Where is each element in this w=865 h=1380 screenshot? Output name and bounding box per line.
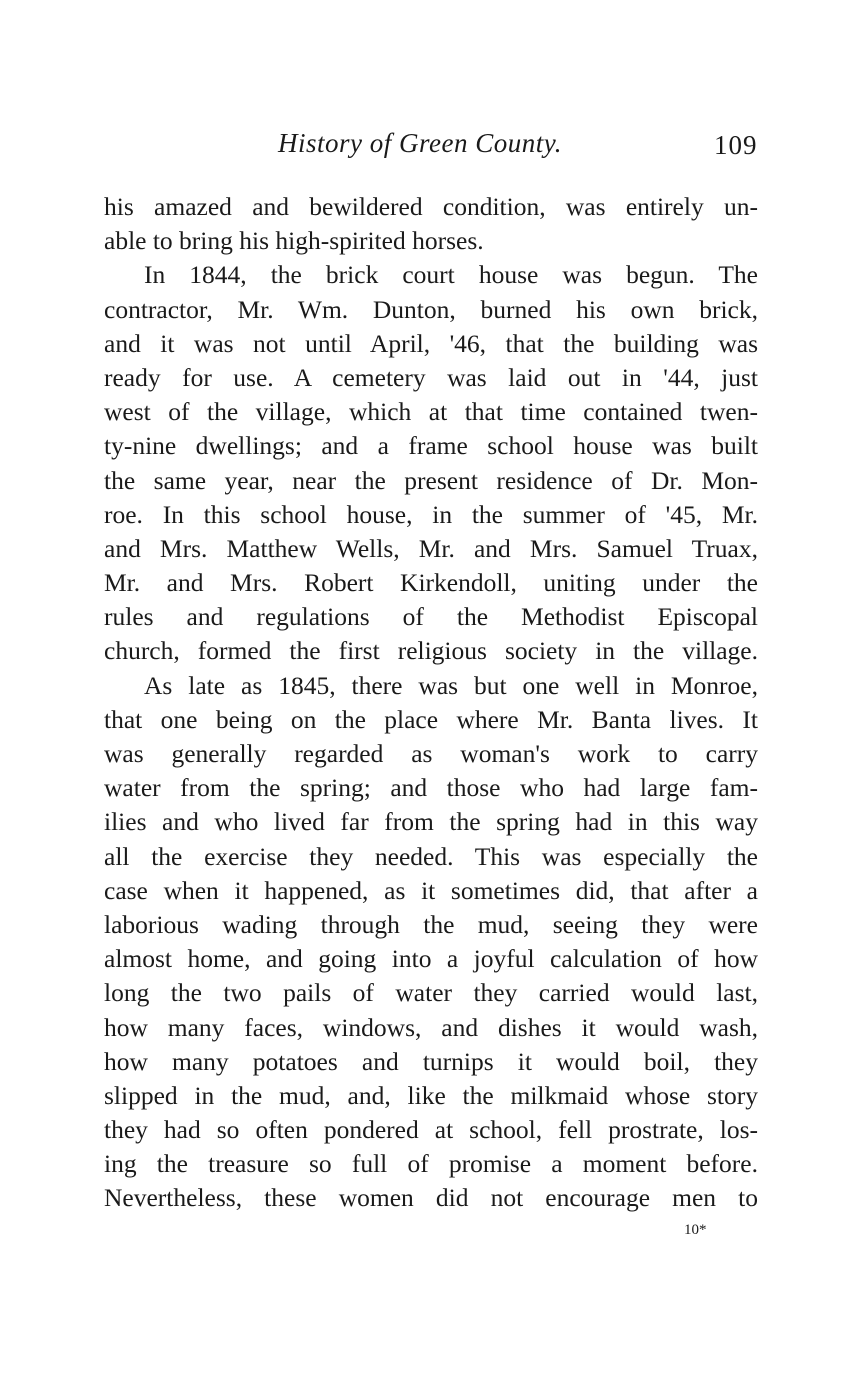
text-line: west of the village, which at that time contained twen- — [104, 397, 758, 427]
text-line: laborious wading through the mud, seeing they were — [104, 909, 758, 939]
text-line: that one being on the place where Mr. Banta lives. It — [104, 704, 758, 734]
text-line: ing the treasure so full of promise a moment before. — [104, 1149, 758, 1179]
page-header — [0, 128, 865, 168]
text-line: Mr. and Mrs. Robert Kirkendoll, uniting under the — [104, 568, 758, 598]
text-line: almost home, and going into a joyful calculation of how — [104, 944, 758, 974]
text-line: slipped in the mud, and, like the milkmaid whose story — [104, 1080, 758, 1110]
text-line: his amazed and bewildered condition, was entirely un- — [104, 192, 758, 221]
signature-mark: 10* — [684, 1222, 707, 1238]
text-line: In 1844, the brick court house was begun. The — [144, 260, 758, 290]
text-line: and it was not until April, '46, that the building was — [104, 328, 758, 358]
text-line: Nevertheless, these women did not encourage men to — [104, 1183, 758, 1213]
text-line: they had so often pondered at school, fell prostrate, los- — [104, 1115, 758, 1145]
text-line: and Mrs. Matthew Wells, Mr. and Mrs. Samuel Truax, — [104, 533, 758, 563]
text-line: rules and regulations of the Methodist Episcopal — [104, 602, 758, 632]
text-line: the same year, near the present residence of Dr. Mon- — [104, 465, 758, 495]
text-line: As late as 1845, there was but one well in Monroe, — [144, 670, 758, 700]
text-line: roe. In this school house, in the summer of '45, Mr. — [104, 499, 758, 529]
text-line: case when it happened, as it sometimes did, that after a — [104, 875, 758, 905]
text-line: ty-nine dwellings; and a frame school house was built — [104, 431, 758, 461]
text-line: was generally regarded as woman's work to carry — [104, 739, 758, 768]
text-line: how many faces, windows, and dishes it would wash, — [104, 1012, 758, 1042]
text-line: water from the spring; and those who had large fam- — [104, 773, 758, 803]
text-line: able to bring his high-spirited horses. — [104, 226, 484, 256]
text-line: ilies and who lived far from the spring had in this way — [104, 807, 758, 837]
text-line: ready for use. A cemetery was laid out in '44, just — [104, 362, 758, 392]
running-title: History of Green County. — [278, 128, 562, 158]
text-line: all the exercise they needed. This was especially the — [104, 841, 758, 871]
text-line: contractor, Mr. Wm. Dunton, burned his own brick, — [104, 294, 758, 324]
body-text — [104, 190, 758, 1216]
text-line: long the two pails of water they carried would last, — [104, 978, 758, 1008]
text-line: church, formed the first religious society in the village. — [104, 636, 758, 666]
text-line: how many potatoes and turnips it would boil, they — [104, 1046, 758, 1076]
page-number: 109 — [714, 130, 758, 160]
